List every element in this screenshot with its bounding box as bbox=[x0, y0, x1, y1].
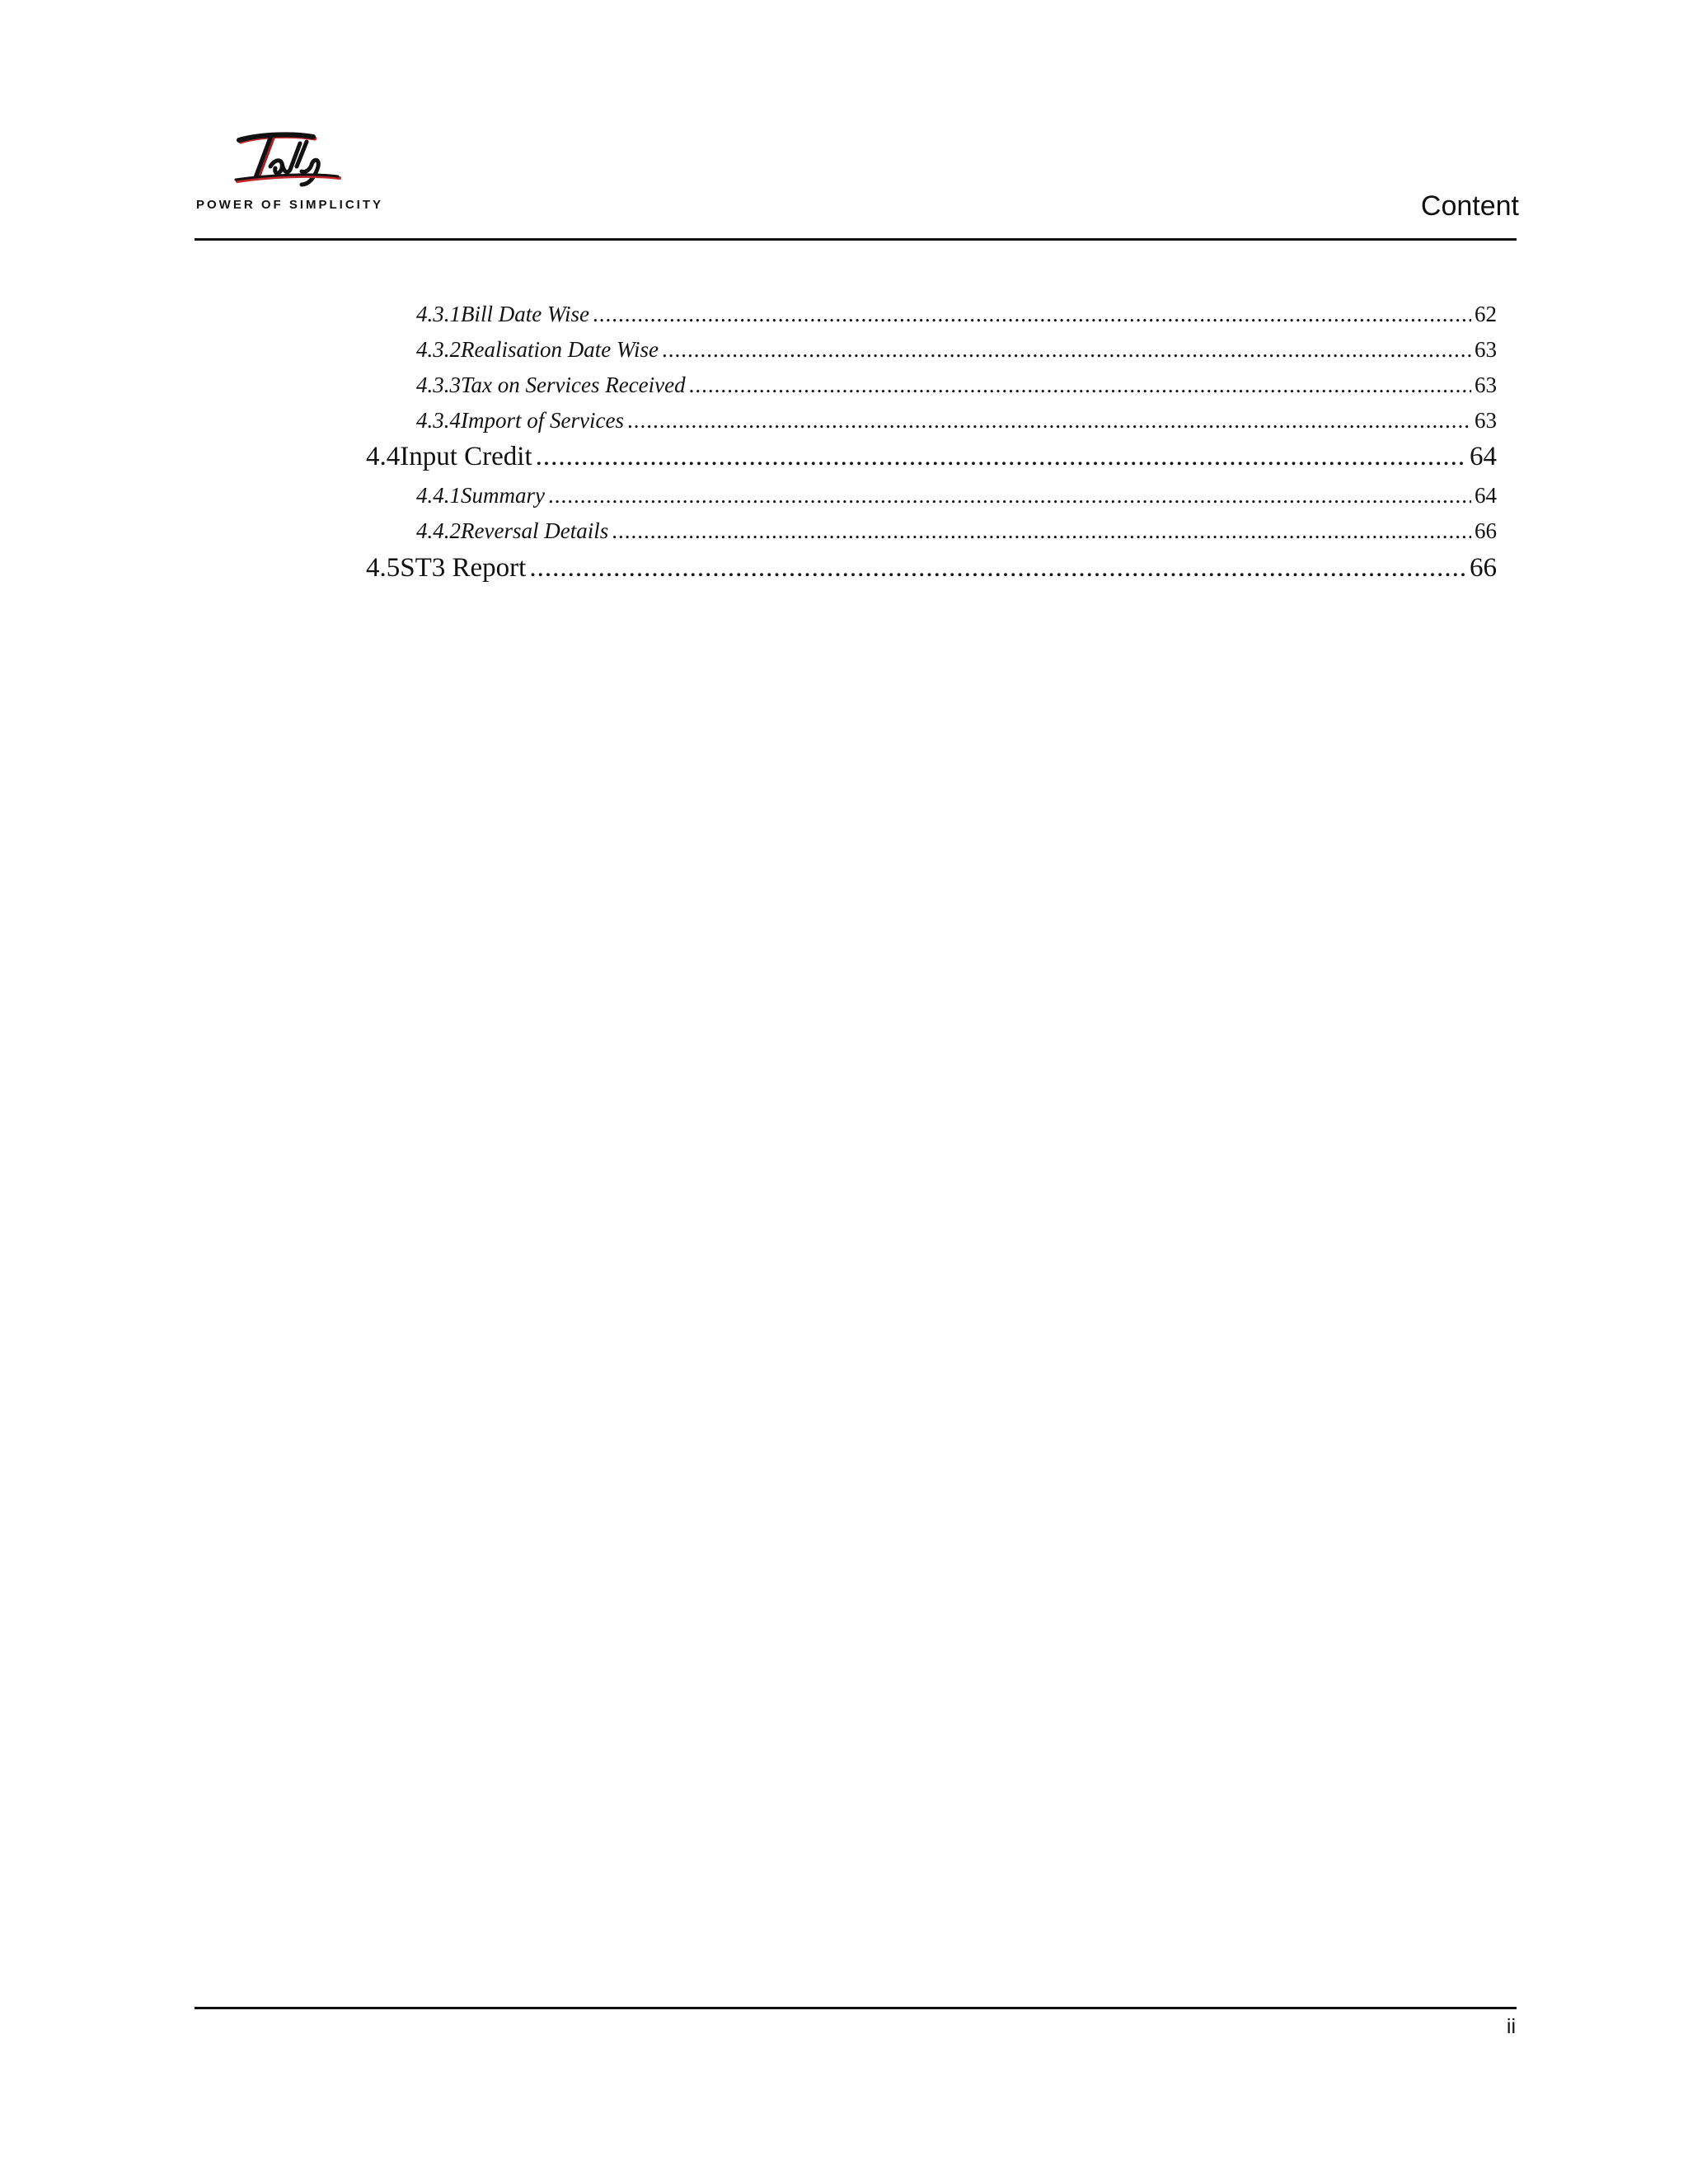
toc-entry-number: 4.4 bbox=[366, 442, 401, 471]
toc-dot-leader bbox=[627, 408, 1471, 434]
toc-entry[interactable] bbox=[416, 408, 1497, 441]
toc-entry-title: Reversal Details bbox=[461, 518, 609, 543]
toc-dot-leader bbox=[548, 483, 1471, 509]
toc-dot-leader bbox=[536, 442, 1466, 472]
toc-entry-page: 63 bbox=[1475, 408, 1497, 433]
toc-entry[interactable] bbox=[416, 518, 1497, 551]
toc-entry-number: 4.3.4 bbox=[416, 408, 461, 433]
toc-entry-title: Tax on Services Received bbox=[461, 373, 686, 397]
toc-entry[interactable] bbox=[366, 442, 1497, 480]
toc-entry-title: Input Credit bbox=[400, 442, 532, 471]
toc-dot-leader bbox=[662, 337, 1471, 363]
toc-dot-leader bbox=[689, 373, 1471, 398]
toc-entry-page: 64 bbox=[1475, 483, 1497, 508]
toc-entry-title: ST3 Report bbox=[400, 553, 527, 583]
toc-entry-number: 4.3.1 bbox=[416, 302, 461, 326]
toc-entry-page: 62 bbox=[1475, 302, 1497, 326]
toc-entry[interactable] bbox=[366, 553, 1497, 591]
toc-entry-title: Bill Date Wise bbox=[461, 302, 589, 326]
toc-entry[interactable] bbox=[416, 337, 1497, 370]
toc-entry[interactable] bbox=[416, 373, 1497, 405]
toc-entry-page: 64 bbox=[1470, 442, 1497, 471]
toc-entry[interactable] bbox=[416, 302, 1497, 335]
toc-entry-title: Summary bbox=[461, 483, 545, 508]
toc-entry-number: 4.3.2 bbox=[416, 337, 461, 362]
toc-entry-number: 4.4.2 bbox=[416, 518, 461, 543]
toc-entry[interactable] bbox=[416, 483, 1497, 516]
toc-entry-page: 63 bbox=[1475, 373, 1497, 397]
toc-entry-title: Realisation Date Wise bbox=[461, 337, 659, 362]
toc-entry-number: 4.3.3 bbox=[416, 373, 461, 397]
page-section-title: Content bbox=[1420, 190, 1519, 222]
toc-dot-leader bbox=[529, 553, 1466, 583]
toc-dot-leader bbox=[612, 518, 1471, 544]
toc-dot-leader bbox=[593, 302, 1471, 327]
toc-entry-title: Import of Services bbox=[461, 408, 624, 433]
toc-entry-number: 4.4.1 bbox=[416, 483, 461, 508]
toc-entry-page: 66 bbox=[1470, 553, 1497, 583]
footer-divider bbox=[195, 2007, 1517, 2009]
toc-entry-page: 63 bbox=[1475, 337, 1497, 362]
toc-entry-number: 4.5 bbox=[366, 553, 401, 583]
footer-page-number: ii bbox=[1506, 2015, 1516, 2038]
brand-tagline: POWER OF SIMPLICITY bbox=[196, 198, 384, 212]
toc-entry-page: 66 bbox=[1475, 518, 1497, 543]
